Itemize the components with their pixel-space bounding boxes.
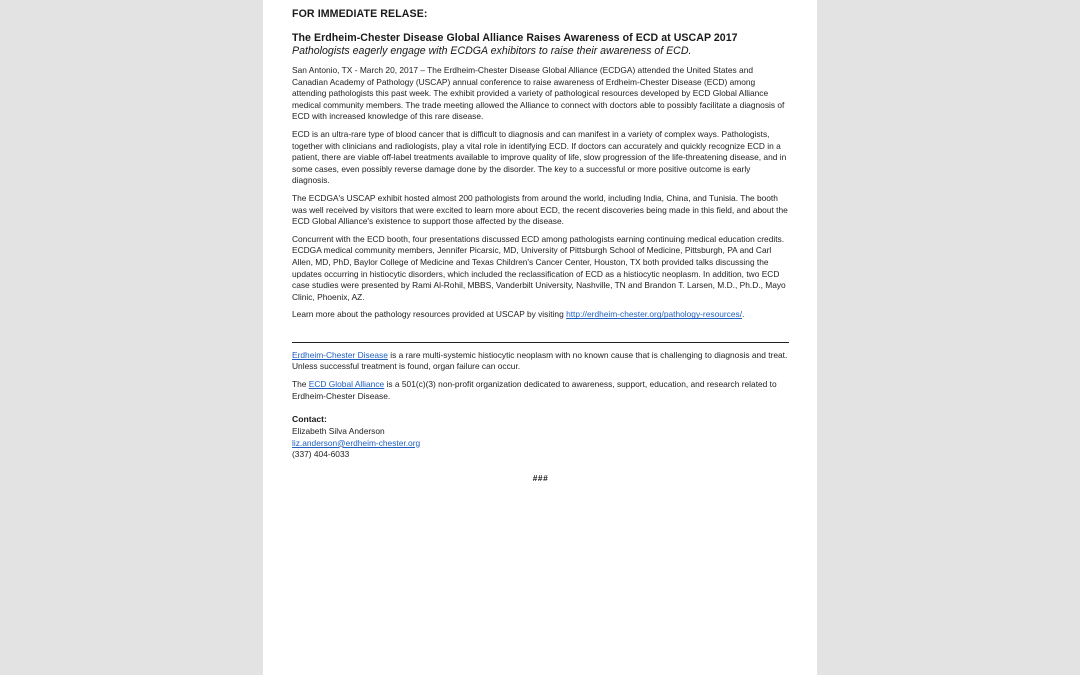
contact-email-wrap bbox=[292, 438, 789, 450]
body-paragraph-3: The ECDGA's USCAP exhibit hosted almost 200 pathologists from around the world, including India, China, and Tunisia. The booth was well received by visitors that were excited to learn more about ECD, the recent discoveries being made in this field, and about the ECD Global Alliance's existence to support those affected by the disease. bbox=[292, 192, 788, 227]
release-label: FOR IMMEDIATE RELASE: bbox=[292, 8, 428, 20]
body-paragraph-2: ECD is an ultra-rare type of blood cancer that is difficult to diagnosis and can manifest in a variety of complex ways. Pathologists, together with clinicians and radiologists, play a vital role in identifying ECD. If doctors can accurately and quickly recognize ECD in a patient, there are viable off-label treatments available to improve quality of life, slow progression of the life-threatening disease, and in some cases, even possibly reverse damage done by the disorder. The key to a successful or more positive outcome is early diagnosis. bbox=[292, 128, 787, 186]
learn-more-text: Learn more about the pathology resources provided at USCAP by visiting bbox=[292, 309, 567, 320]
about-alliance-paragraph bbox=[292, 379, 789, 402]
body-paragraph-1: San Antonio, TX - March 20, 2017 – The Erdheim-Chester Disease Global Alliance (ECDGA) attended the United States and Canadian Academy of Pathology (USCAP) annual conference to raise awareness of Erdheim-Chester Disease (ECD) among attending pathologists this past week. The exhibit provided a variety of pathological resources developed by ECD Global Alliance medical community members. The trade meeting allowed the Alliance to connect with doctors able to possibly facilitate a diagnosis of ECD with increased knowledge of this rare disease. bbox=[292, 65, 785, 122]
headline: The Erdheim-Chester Disease Global Alliance Raises Awareness of ECD at USCAP 2017 bbox=[292, 32, 738, 44]
about-ecd-text: is a rare multi-systemic histiocytic neoplasm with no known cause that is challenging to diagnosis and treat. Unless successful treatment is found, organ failure can occur. bbox=[292, 349, 788, 372]
about-alliance-text: is a 501(c)(3) non-profit organization dedicated to awareness, support, education, and research related to Erdheim-Chester Disease. bbox=[292, 379, 777, 401]
about-ecd-paragraph bbox=[292, 350, 789, 373]
body-paragraph-4: Concurrent with the ECD booth, four presentations discussed ECD among pathologists earning continuing medical education credits. ECDGA medical community members, Jennifer Picarsic, MD, University of Pittsburgh School of Medicine, Pittsburgh, PA and Carl Allen, MD, PhD, Baylor College of Medicine and Texas Children's Cancer Center, Houston, TX both provided talks discussing the updates occurring in histiocytic disorders, which included the reclassification of ECD as a histiocytic neoplasm. In addition, two ECD case studies were presented by Rami Al-Rohil, MBBS, Vanderbilt University, Nashville, TN and Brandon T. Larsen, M.D., Ph.D., Mayo Clinic, Phoenix, AZ. bbox=[292, 233, 786, 302]
contact-phone: (337) 404-6033 bbox=[292, 449, 350, 460]
contact-email-link[interactable]: liz.anderson@erdheim-chester.org bbox=[292, 437, 421, 448]
contact-heading: Contact: bbox=[292, 414, 327, 425]
contact-name: Elizabeth Silva Anderson bbox=[292, 425, 385, 436]
learn-more-suffix: . bbox=[742, 309, 745, 320]
document-page bbox=[263, 0, 817, 675]
alliance-link[interactable]: ECD Global Alliance bbox=[308, 379, 385, 390]
about-alliance-prefix: The bbox=[292, 379, 309, 390]
section-divider bbox=[292, 342, 789, 343]
end-mark: ### bbox=[532, 473, 549, 484]
ecd-link[interactable]: Erdheim-Chester Disease bbox=[292, 349, 388, 360]
body-paragraph-5 bbox=[292, 309, 789, 321]
pathology-resources-link[interactable]: http://erdheim-chester.org/pathology-resources/ bbox=[566, 309, 743, 320]
subheadline: Pathologists eagerly engage with ECDGA exhibitors to raise their awareness of ECD. bbox=[292, 45, 692, 57]
